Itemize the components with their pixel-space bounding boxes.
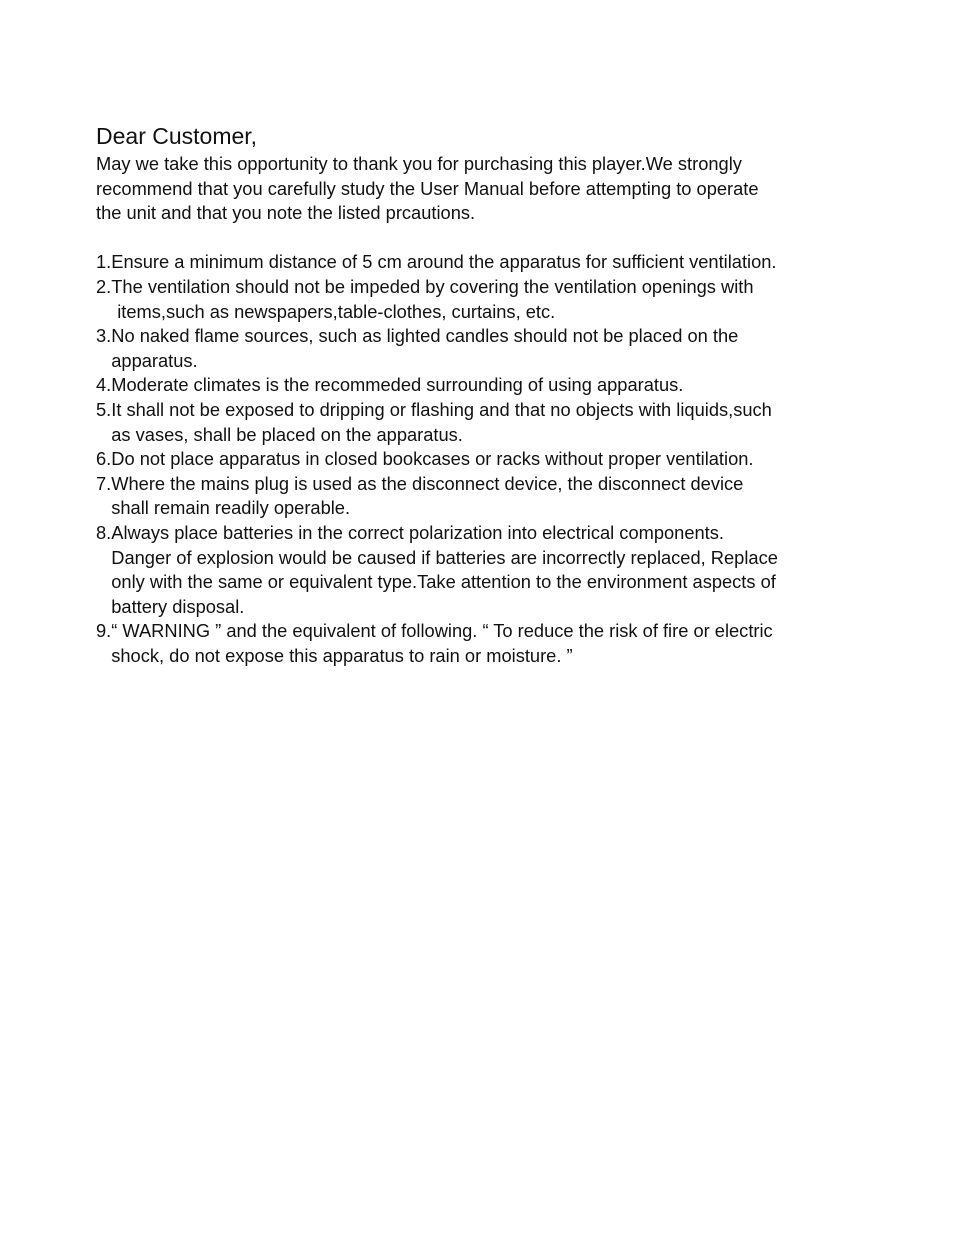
- precaution-text: [111, 373, 876, 398]
- precaution-item: [96, 398, 876, 447]
- precaution-number: 5.: [96, 398, 112, 420]
- precaution-item: [96, 472, 876, 521]
- precaution-line: Where the mains plug is used as the disconnect device, the disconnect device: [111, 472, 744, 494]
- precaution-text: [111, 447, 876, 472]
- precaution-line: Always place batteries in the correct polarization into electrical components.: [111, 521, 724, 543]
- precaution-number: 1.: [96, 251, 112, 273]
- precaution-text: [111, 275, 876, 324]
- precaution-line: as vases, shall be placed on the apparatus.: [111, 423, 463, 445]
- precaution-item: [96, 324, 876, 373]
- precaution-line: apparatus.: [111, 349, 198, 371]
- precaution-text: [111, 250, 876, 275]
- precaution-item: [96, 250, 876, 275]
- precaution-item: [96, 373, 876, 398]
- precaution-text: [111, 324, 876, 373]
- precaution-line: Danger of explosion would be caused if batteries are incorrectly replaced, Replace: [111, 546, 778, 568]
- intro-paragraph: [96, 152, 856, 226]
- document-page: [96, 120, 876, 668]
- precaution-item: [96, 619, 876, 668]
- intro-line: May we take this opportunity to thank you for purchasing this player.We strongly: [96, 153, 742, 174]
- precaution-line: Ensure a minimum distance of 5 cm around the apparatus for sufficient ventilation.: [111, 251, 777, 273]
- precaution-line: only with the same or equivalent type.Take attention to the environment aspects of: [111, 571, 776, 593]
- precaution-line: items,such as newspapers,table-clothes, curtains, etc.: [117, 300, 556, 322]
- precaution-line: Do not place apparatus in closed bookcases or racks without proper ventilation.: [111, 448, 754, 470]
- precaution-line: battery disposal.: [111, 595, 245, 617]
- precaution-line: “ WARNING ” and the equivalent of following. “ To reduce the risk of fire or electric: [111, 620, 773, 642]
- intro-line: recommend that you carefully study the User Manual before attempting to operate: [96, 177, 759, 199]
- precaution-number: 9.: [96, 620, 112, 642]
- precaution-text: [111, 472, 876, 521]
- precaution-text: [111, 619, 876, 668]
- precaution-text: [111, 398, 876, 447]
- precautions-list: [96, 250, 876, 668]
- precaution-number: 6.: [96, 448, 112, 470]
- precaution-number: 4.: [96, 374, 112, 396]
- precaution-line: shall remain readily operable.: [111, 497, 351, 519]
- precaution-line: shock, do not expose this apparatus to rain or moisture. ”: [111, 644, 573, 666]
- precaution-number: 2.: [96, 275, 112, 297]
- precaution-text: [111, 521, 876, 619]
- precaution-number: 7.: [96, 472, 112, 494]
- precaution-item: [96, 447, 876, 472]
- precaution-line: The ventilation should not be impeded by covering the ventilation openings with: [111, 275, 754, 297]
- precaution-item: [96, 521, 876, 619]
- intro-line: the unit and that you note the listed prcautions.: [96, 202, 476, 224]
- precaution-line: Moderate climates is the recommeded surrounding of using apparatus.: [111, 374, 684, 396]
- precaution-number: 8.: [96, 521, 112, 543]
- greeting-heading: Dear Customer,: [96, 123, 258, 149]
- precaution-line: It shall not be exposed to dripping or flashing and that no objects with liquids,such: [111, 398, 772, 420]
- precaution-item: [96, 275, 876, 324]
- precaution-number: 3.: [96, 325, 112, 347]
- precaution-line: No naked flame sources, such as lighted candles should not be placed on the: [111, 325, 739, 347]
